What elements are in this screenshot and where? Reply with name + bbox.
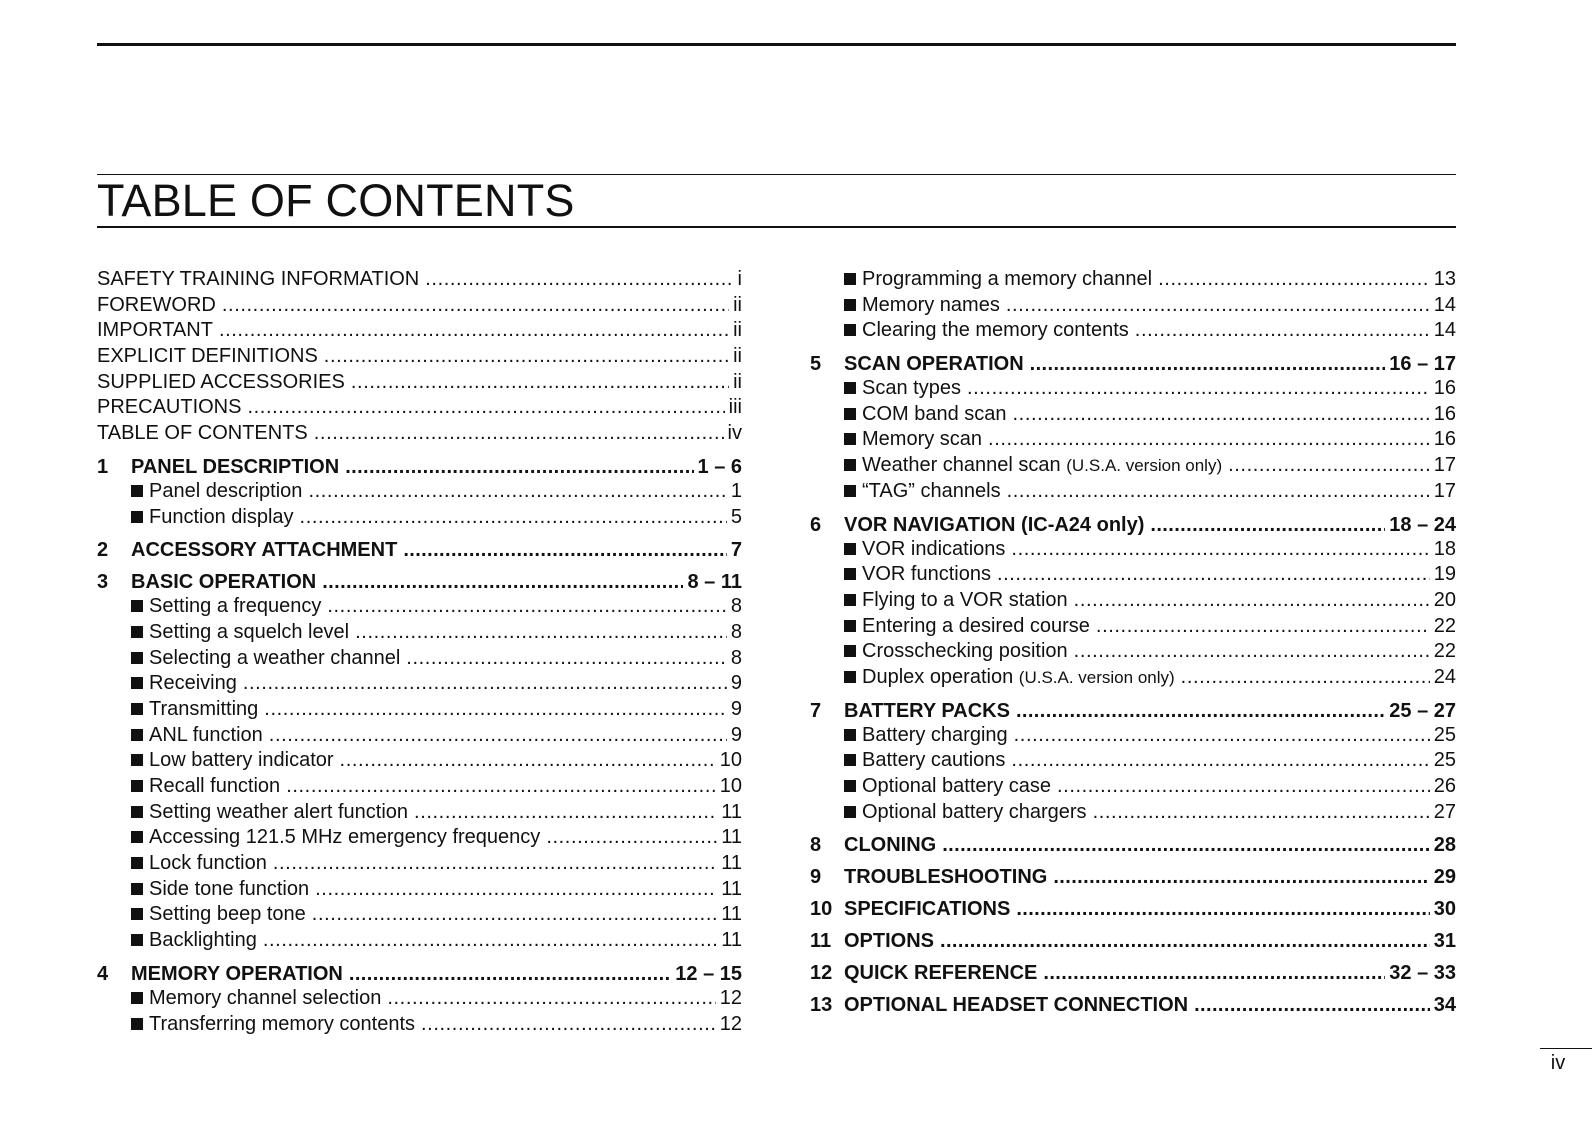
entry-label: Scan types — [862, 377, 961, 400]
dot-leader — [421, 1012, 716, 1038]
dot-leader — [1150, 513, 1385, 537]
entry-label: Weather channel scan — [862, 454, 1061, 477]
page-ref: 1 — [730, 479, 742, 502]
dot-leader — [1228, 453, 1430, 479]
dot-leader — [1181, 665, 1430, 691]
toc-section-entry[interactable] — [97, 538, 742, 562]
square-bullet-icon — [844, 594, 856, 606]
toc-entry[interactable] — [810, 376, 1456, 402]
toc-entry[interactable] — [810, 665, 1456, 691]
page-ref: 18 — [1433, 537, 1456, 560]
entry-label: SAFETY TRAINING INFORMATION — [97, 268, 420, 290]
page-ref: 24 — [1433, 665, 1456, 688]
dot-leader — [1057, 774, 1430, 800]
dot-leader — [269, 723, 727, 749]
square-bullet-icon — [131, 883, 143, 895]
entry-note: (U.S.A. version only) — [1018, 667, 1175, 687]
entry-label: Function display — [149, 505, 294, 528]
toc-entry[interactable] — [810, 427, 1456, 453]
square-bullet-icon — [131, 806, 143, 818]
page-ref: 11 — [721, 929, 742, 952]
dot-leader — [1016, 699, 1385, 723]
dot-leader — [219, 318, 729, 344]
dot-leader — [345, 455, 693, 479]
dot-leader — [1093, 800, 1430, 826]
toc-entry[interactable] — [810, 639, 1456, 665]
entry-label: Receiving — [149, 672, 237, 695]
square-bullet-icon — [844, 408, 856, 420]
page-ref: 11 — [721, 903, 742, 926]
toc-entry[interactable] — [97, 267, 742, 293]
toc-entry[interactable] — [810, 293, 1456, 319]
toc-entry[interactable] — [810, 537, 1456, 563]
page-ref: 12 — [719, 986, 742, 1009]
entry-label: Backlighting — [149, 929, 257, 952]
page-number-rule — [1540, 1048, 1592, 1049]
section-number: 1 — [97, 455, 109, 478]
entry-label: Setting a squelch level — [149, 620, 350, 643]
dot-leader — [1194, 993, 1430, 1017]
entry-label: Optional battery chargers — [862, 800, 1087, 823]
entry-label: SCAN OPERATION — [844, 353, 1024, 376]
toc-entry[interactable] — [97, 421, 742, 447]
section-number: 2 — [97, 539, 109, 562]
toc-entry[interactable] — [810, 588, 1456, 614]
entry-label: Setting a frequency — [149, 595, 322, 618]
toc-section-entry[interactable] — [97, 962, 742, 986]
entry-label: BASIC OPERATION — [131, 571, 317, 594]
page-ref: 9 — [730, 672, 742, 695]
entry-label: VOR functions — [862, 563, 991, 586]
toc-section-entry[interactable] — [810, 929, 1456, 953]
toc-entry[interactable] — [810, 453, 1456, 479]
toc-entry[interactable] — [97, 902, 742, 928]
entry-label: SPECIFICATIONS — [844, 898, 1011, 921]
dot-leader — [264, 697, 727, 723]
dot-leader — [406, 646, 727, 672]
section-number: 13 — [810, 994, 833, 1017]
page-ref: 8 — [730, 620, 742, 643]
page-ref: 19 — [1433, 563, 1456, 586]
entry-label: IMPORTANT — [97, 319, 213, 342]
toc-section-entry[interactable] — [97, 455, 742, 479]
page-ref: 5 — [730, 505, 742, 528]
square-bullet-icon — [844, 459, 856, 471]
dot-leader — [1074, 639, 1430, 665]
entry-label: Battery cautions — [862, 749, 1006, 772]
entry-label: “TAG” channels — [862, 479, 1001, 502]
toc-section-entry[interactable] — [810, 993, 1456, 1017]
entry-label: OPTIONAL HEADSET CONNECTION — [844, 994, 1189, 1017]
page-ref: 27 — [1433, 800, 1456, 823]
page-ref: 32 – 33 — [1389, 962, 1456, 985]
entry-label: Memory scan — [862, 428, 983, 451]
page-ref: ii — [733, 293, 742, 316]
dot-leader — [322, 570, 683, 594]
dot-leader — [355, 620, 727, 646]
page-ref: 12 — [719, 1012, 742, 1035]
entry-label: BATTERY PACKS — [844, 699, 1010, 722]
dot-leader — [243, 671, 727, 697]
page-ref: 11 — [721, 800, 742, 823]
dot-leader — [967, 376, 1430, 402]
toc-entry[interactable] — [810, 267, 1456, 293]
entry-label: CLONING — [844, 834, 937, 857]
square-bullet-icon — [844, 568, 856, 580]
square-bullet-icon — [131, 703, 143, 715]
page-ref: 20 — [1433, 588, 1456, 611]
page-ref: 34 — [1433, 994, 1456, 1017]
toc-section-entry[interactable] — [810, 513, 1456, 537]
toc-entry[interactable] — [810, 748, 1456, 774]
entry-label: Flying to a VOR station — [862, 588, 1068, 611]
page-ref: 14 — [1433, 319, 1456, 342]
section-number: 12 — [810, 962, 833, 985]
entry-label: Lock function — [149, 852, 267, 875]
dot-leader — [340, 748, 716, 774]
toc-section-entry[interactable] — [810, 833, 1456, 857]
page-ref: 10 — [719, 775, 742, 797]
entry-label: Transferring memory contents — [149, 1012, 416, 1035]
dot-leader — [351, 370, 729, 396]
dot-leader — [414, 800, 717, 826]
dot-leader — [1006, 293, 1430, 319]
entry-label: Crosschecking position — [862, 640, 1068, 663]
page-ref: 8 — [730, 646, 742, 669]
square-bullet-icon — [131, 754, 143, 766]
dot-leader — [222, 293, 729, 319]
entry-label: Duplex operation — [862, 665, 1014, 688]
square-bullet-icon — [131, 485, 143, 497]
dot-leader — [1135, 318, 1430, 344]
page-ref: 25 – 27 — [1389, 699, 1456, 722]
section-number: 10 — [810, 898, 833, 921]
square-bullet-icon — [131, 626, 143, 638]
toc-entry[interactable] — [97, 877, 742, 903]
dot-leader — [1011, 748, 1429, 774]
dot-leader — [387, 986, 715, 1012]
square-bullet-icon — [844, 299, 856, 311]
page-ref: 16 — [1433, 377, 1456, 400]
section-number: 8 — [810, 834, 822, 857]
toc-entry[interactable] — [810, 723, 1456, 749]
square-bullet-icon — [844, 273, 856, 285]
entry-label: ACCESSORY ATTACHMENT — [131, 539, 398, 562]
entry-label: Setting beep tone — [149, 903, 306, 926]
square-bullet-icon — [131, 857, 143, 869]
page-ref: 1 – 6 — [697, 455, 742, 478]
entry-label: Battery charging — [862, 723, 1008, 746]
page-ref: i — [737, 268, 742, 290]
dot-leader — [273, 851, 717, 877]
page-ref: ii — [733, 319, 742, 342]
page-ref: 13 — [1433, 268, 1456, 290]
entry-label: PRECAUTIONS — [97, 396, 242, 419]
toc-section-entry[interactable] — [810, 352, 1456, 376]
entry-note: (U.S.A. version only) — [1066, 456, 1223, 476]
entry-label: FOREWORD — [97, 293, 216, 316]
page-ref: 30 — [1433, 898, 1456, 921]
dot-leader — [1053, 865, 1429, 889]
entry-label: Low battery indicator — [149, 749, 334, 772]
dot-leader — [349, 962, 671, 986]
toc-entry[interactable] — [97, 986, 742, 1012]
toc-section-entry[interactable] — [97, 570, 742, 594]
page-ref: iii — [728, 396, 742, 419]
page-ref: iv — [727, 422, 742, 445]
entry-label: Recall function — [149, 775, 281, 797]
section-number: 5 — [810, 353, 822, 376]
page-ref: 25 — [1433, 723, 1456, 746]
toc-entry[interactable] — [97, 620, 742, 646]
dot-leader — [312, 902, 717, 928]
page-ref: 7 — [730, 539, 742, 562]
square-bullet-icon — [844, 645, 856, 657]
entry-label: Setting weather alert function — [149, 800, 409, 823]
entry-label: TROUBLESHOOTING — [844, 866, 1048, 889]
toc-entry[interactable] — [97, 370, 742, 396]
toc-right-column — [810, 267, 1456, 1017]
toc-entry[interactable] — [97, 800, 742, 826]
page-ref: 10 — [719, 749, 742, 772]
dot-leader — [546, 825, 717, 851]
toc-entry[interactable] — [810, 318, 1456, 344]
toc-section-entry[interactable] — [810, 897, 1456, 921]
entry-label: Optional battery case — [862, 775, 1051, 797]
entry-label: QUICK REFERENCE — [844, 962, 1038, 985]
toc-entry[interactable] — [97, 928, 742, 954]
square-bullet-icon — [844, 754, 856, 766]
page-ref: 9 — [730, 723, 742, 746]
entry-label: Accessing 121.5 MHz emergency frequency — [149, 826, 541, 849]
square-bullet-icon — [131, 729, 143, 741]
dot-leader — [1030, 352, 1386, 376]
dot-leader — [1074, 588, 1430, 614]
dot-leader — [1016, 897, 1429, 921]
page-ref: 16 — [1433, 428, 1456, 451]
toc-entry[interactable] — [97, 646, 742, 672]
toc-entry[interactable] — [97, 723, 742, 749]
top-rule — [97, 43, 1456, 46]
page-ref: 14 — [1433, 293, 1456, 316]
toc-entry[interactable] — [97, 293, 742, 319]
square-bullet-icon — [844, 382, 856, 394]
square-bullet-icon — [131, 992, 143, 1004]
square-bullet-icon — [844, 433, 856, 445]
dot-leader — [324, 344, 729, 370]
square-bullet-icon — [131, 652, 143, 664]
toc-entry[interactable] — [97, 318, 742, 344]
page-ref: ii — [733, 345, 742, 368]
dot-leader — [327, 594, 727, 620]
dot-leader — [1011, 537, 1429, 563]
square-bullet-icon — [131, 600, 143, 612]
page-ref: 22 — [1433, 640, 1456, 663]
dot-leader — [308, 479, 726, 505]
square-bullet-icon — [844, 485, 856, 497]
entry-label: COM band scan — [862, 402, 1007, 425]
dot-leader — [1013, 402, 1430, 428]
dot-leader — [1043, 961, 1385, 985]
toc-entry[interactable] — [97, 395, 742, 421]
square-bullet-icon — [131, 831, 143, 843]
page-ref: 11 — [721, 877, 742, 900]
toc-entry[interactable] — [97, 851, 742, 877]
entry-label: PANEL DESCRIPTION — [131, 455, 340, 478]
square-bullet-icon — [131, 1018, 143, 1030]
toc-entry[interactable] — [97, 774, 742, 800]
toc-entry[interactable] — [97, 748, 742, 774]
square-bullet-icon — [844, 543, 856, 555]
dot-leader — [314, 421, 724, 447]
entry-label: Programming a memory channel — [862, 268, 1153, 290]
dot-leader — [425, 267, 733, 293]
toc-entry[interactable] — [810, 800, 1456, 826]
dot-leader — [1096, 614, 1430, 640]
square-bullet-icon — [844, 620, 856, 632]
toc-section-entry[interactable] — [810, 865, 1456, 889]
entry-label: VOR NAVIGATION (IC-A24 only) — [844, 513, 1145, 536]
page-ref: 17 — [1433, 479, 1456, 502]
page-ref: 28 — [1433, 834, 1456, 857]
toc-entry[interactable] — [97, 344, 742, 370]
toc-left-column — [97, 267, 742, 1037]
square-bullet-icon — [131, 677, 143, 689]
dot-leader — [263, 928, 717, 954]
square-bullet-icon — [131, 934, 143, 946]
section-number: 7 — [810, 699, 822, 722]
page-ref: 12 – 15 — [675, 962, 742, 985]
square-bullet-icon — [131, 511, 143, 523]
entry-label: Transmitting — [149, 697, 259, 720]
entry-label: Memory names — [862, 293, 1000, 316]
square-bullet-icon — [131, 908, 143, 920]
page-ref: 17 — [1433, 454, 1456, 477]
toc-section-entry[interactable] — [810, 699, 1456, 723]
page-title: TABLE OF CONTENTS — [97, 175, 575, 226]
section-number: 11 — [810, 930, 832, 953]
page-ref: 11 — [721, 826, 742, 849]
section-number: 4 — [97, 962, 109, 985]
toc-entry[interactable] — [97, 505, 742, 531]
entry-label: Entering a desired course — [862, 614, 1090, 637]
page-ref: 31 — [1433, 930, 1456, 953]
page-ref: 16 — [1433, 402, 1456, 425]
toc-entry[interactable] — [810, 402, 1456, 428]
square-bullet-icon — [131, 780, 143, 792]
section-number: 6 — [810, 513, 822, 536]
square-bullet-icon — [844, 729, 856, 741]
toc-entry[interactable] — [97, 671, 742, 697]
dot-leader — [1158, 267, 1430, 293]
page-ref: 11 — [721, 852, 742, 875]
toc-entry[interactable] — [810, 614, 1456, 640]
toc-entry[interactable] — [810, 479, 1456, 505]
page-number: iv — [1550, 1052, 1566, 1074]
square-bullet-icon — [844, 806, 856, 818]
entry-label: OPTIONS — [844, 930, 935, 953]
dot-leader — [942, 833, 1430, 857]
dot-leader — [286, 774, 716, 800]
page-ref: 8 — [730, 595, 742, 618]
toc-entry[interactable] — [97, 825, 742, 851]
entry-label: Panel description — [149, 479, 303, 502]
page-ref: 9 — [730, 697, 742, 720]
dot-leader — [997, 562, 1430, 588]
toc-section-entry[interactable] — [810, 961, 1456, 985]
entry-label: Selecting a weather channel — [149, 646, 401, 669]
dot-leader — [300, 505, 727, 531]
page-ref: 25 — [1433, 749, 1456, 772]
toc-entry[interactable] — [97, 1012, 742, 1038]
title-bottom-rule — [97, 226, 1456, 228]
page-ref: 22 — [1433, 614, 1456, 637]
page-ref: ii — [733, 370, 742, 393]
entry-label: ANL function — [149, 723, 263, 746]
entry-label: Clearing the memory contents — [862, 319, 1129, 342]
entry-label: MEMORY OPERATION — [131, 962, 343, 985]
dot-leader — [247, 395, 724, 421]
page-ref: 26 — [1433, 775, 1456, 797]
dot-leader — [940, 929, 1430, 953]
dot-leader — [988, 427, 1430, 453]
entry-label: EXPLICIT DEFINITIONS — [97, 345, 318, 368]
page-ref: 8 – 11 — [687, 571, 742, 594]
square-bullet-icon — [844, 324, 856, 336]
entry-label: SUPPLIED ACCESSORIES — [97, 370, 345, 393]
dot-leader — [403, 538, 727, 562]
entry-label: TABLE OF CONTENTS — [97, 422, 308, 445]
dot-leader — [1007, 479, 1430, 505]
toc-entry[interactable] — [97, 697, 742, 723]
page-ref: 16 – 17 — [1389, 353, 1456, 376]
toc-entry[interactable] — [97, 594, 742, 620]
section-number: 3 — [97, 571, 109, 594]
toc-entry[interactable] — [97, 479, 742, 505]
square-bullet-icon — [844, 671, 856, 683]
entry-label: Memory channel selection — [149, 986, 382, 1009]
page-ref: 18 – 24 — [1389, 513, 1456, 536]
entry-label: Side tone function — [149, 877, 310, 900]
page-ref: 29 — [1433, 866, 1456, 889]
entry-label: VOR indications — [862, 537, 1006, 560]
square-bullet-icon — [844, 780, 856, 792]
dot-leader — [1014, 723, 1430, 749]
dot-leader — [315, 877, 717, 903]
toc-entry[interactable] — [810, 562, 1456, 588]
toc-entry[interactable] — [810, 774, 1456, 800]
section-number: 9 — [810, 866, 822, 889]
